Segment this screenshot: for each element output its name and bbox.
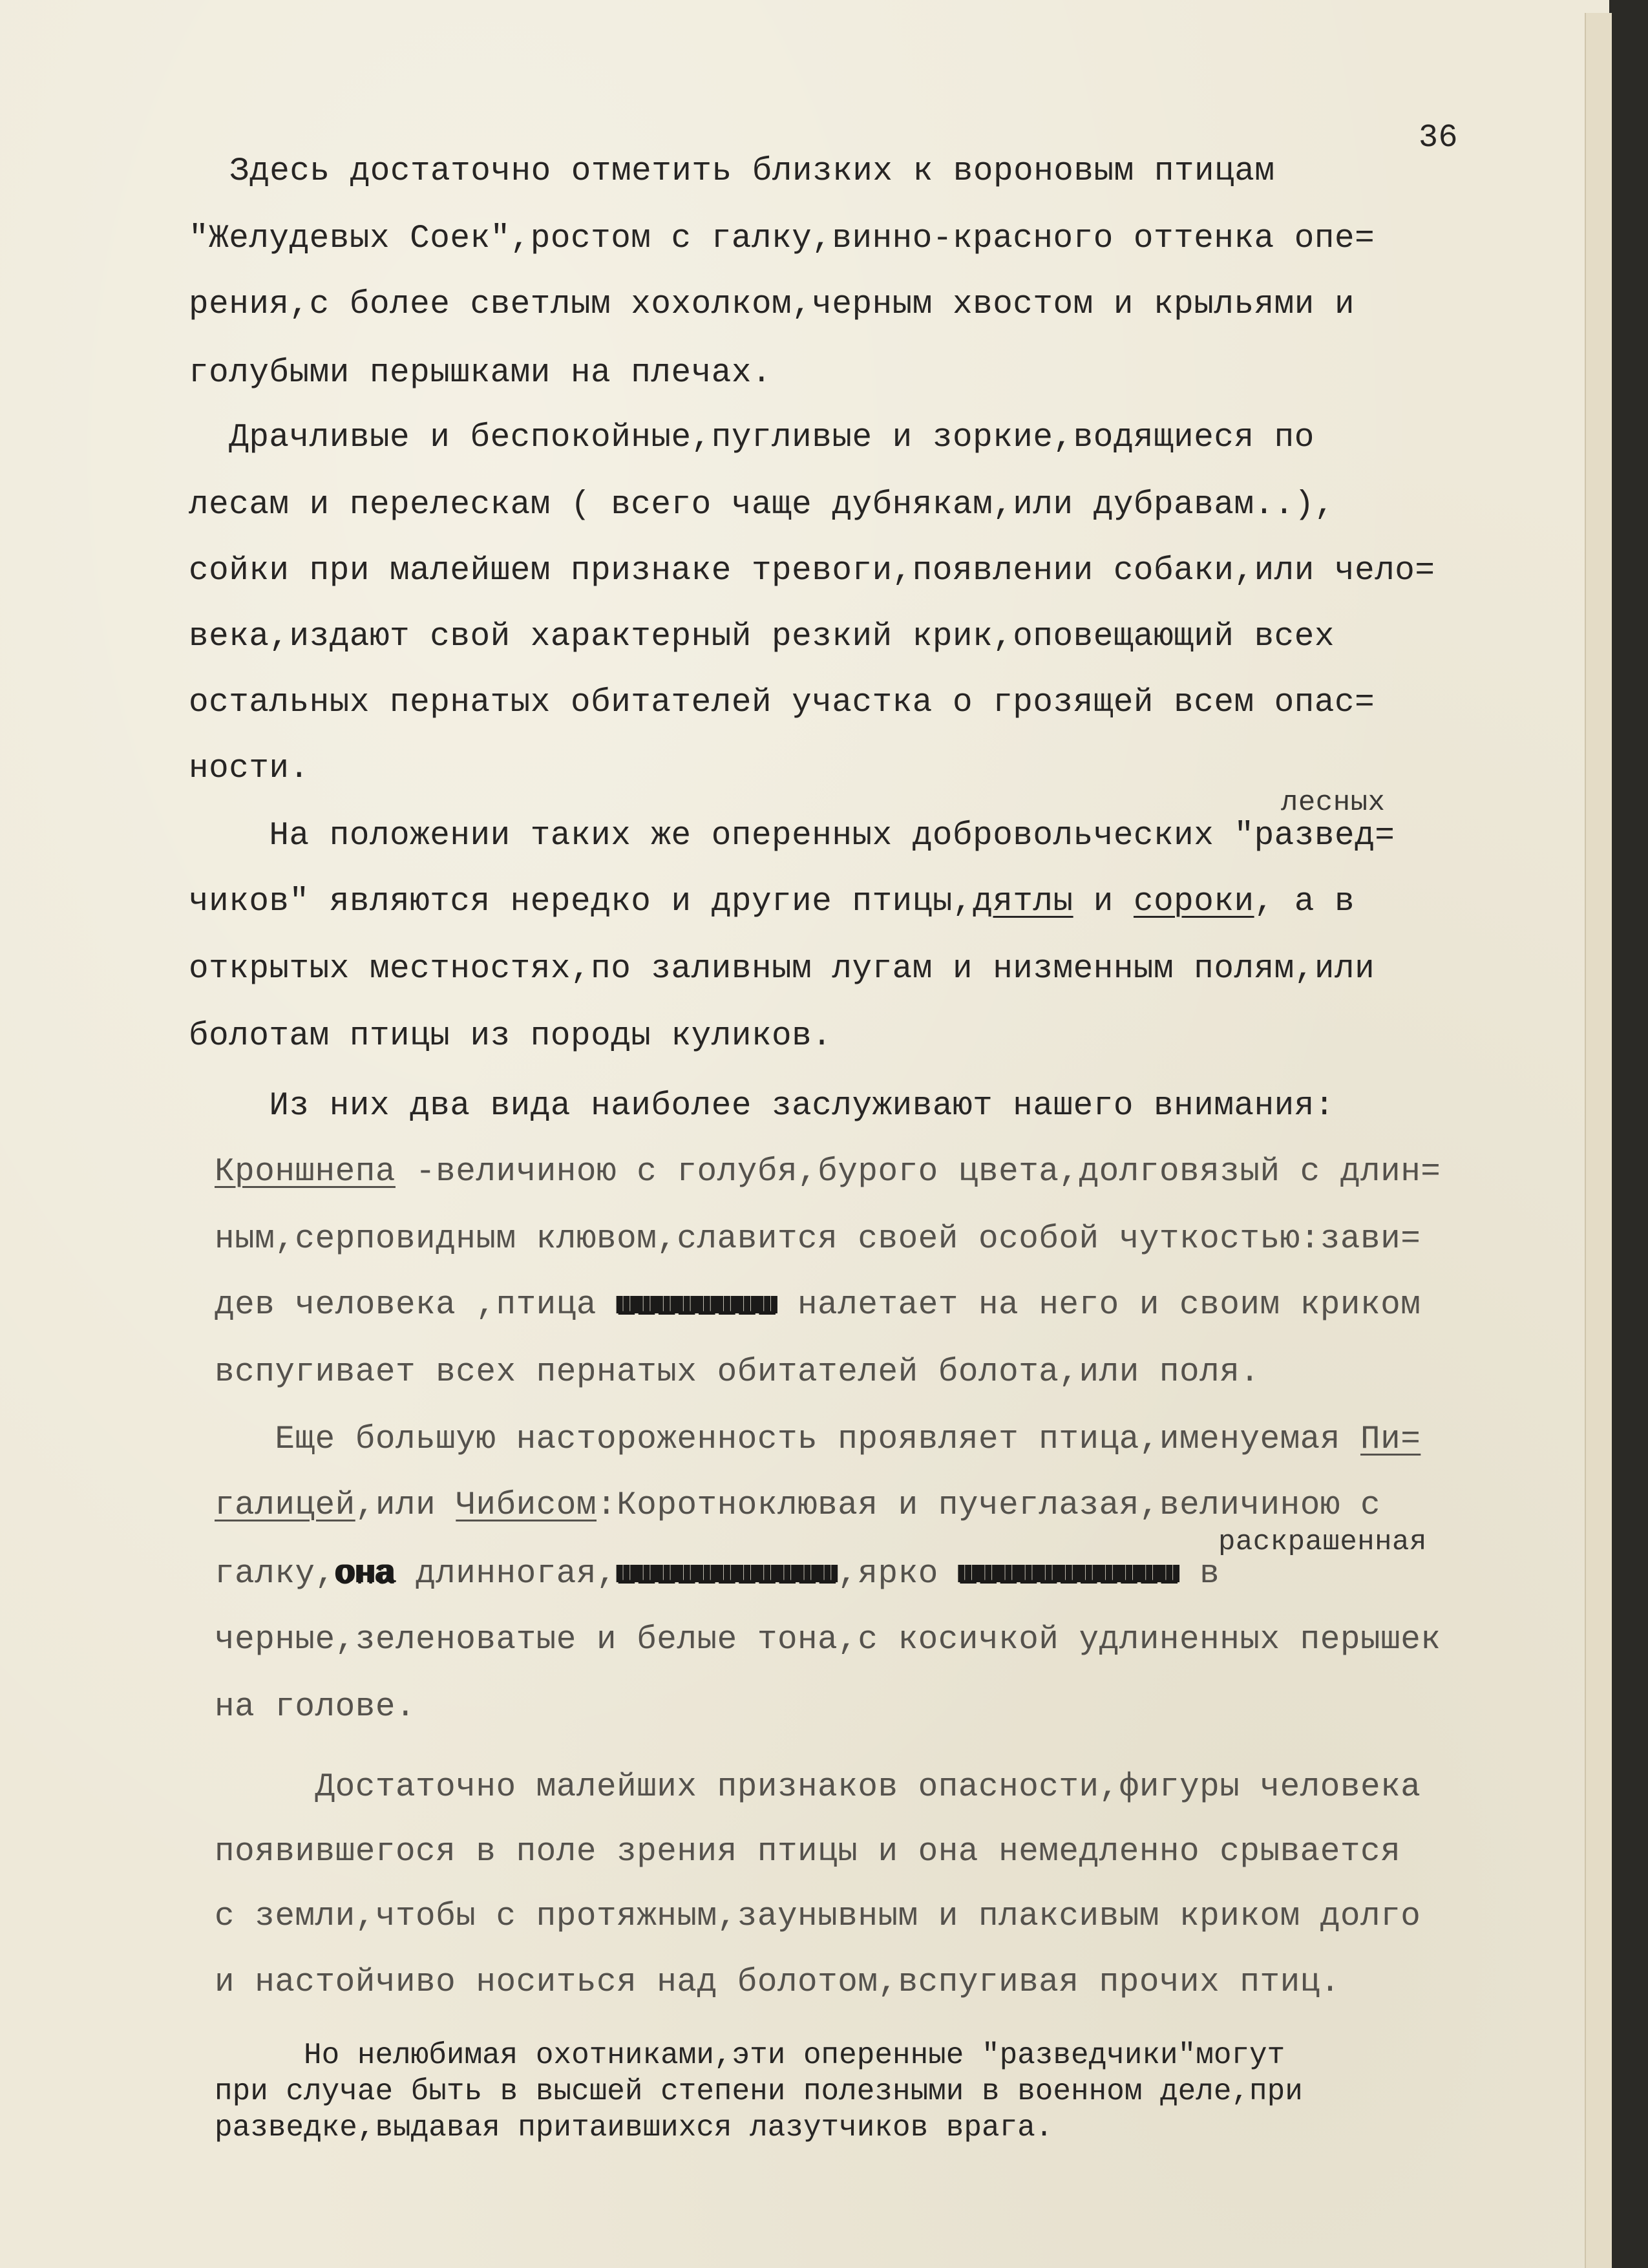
text-line-28: и настойчиво носиться над болотом,вспугивая прочих птиц. (215, 1964, 1340, 2001)
text-line-23: черные,зеленоватые и белые тона,с косичкой удлиненных перышек (215, 1622, 1441, 1659)
text-line-20: Еще большую настороженность проявляет птица,именуемая Пи= (215, 1421, 1421, 1458)
text-line-7: сойки при малейшем признаке тревоги,появлении собаки,или чело= (189, 553, 1435, 589)
text-line-27: с земли,чтобы с протяжным,заунывным и плаксивым криком долго (215, 1898, 1421, 1935)
struck-out-text: она (335, 1556, 396, 1593)
text-line-24: на голове. (215, 1689, 416, 1726)
text-line-22: галку,она длинногая,шшшшшшшшшшш,ярко шшшшшшшшшшш в (215, 1556, 1220, 1593)
text-line-3: рения,с более светлым хохолком,черным хвостом и крыльями и (189, 286, 1355, 323)
text-line-13: открытых местностях,по заливным лугам и низменным полям,или (189, 951, 1375, 988)
text-line-14: болотам птицы из породы куликов. (189, 1018, 832, 1055)
text-line-25: Достаточно малейших признаков опасности,фигуры человека (215, 1769, 1421, 1806)
inserted-word-raskrashennaya: раскрашенная (1218, 1526, 1427, 1558)
text-line-21: галицей,или Чибисом:Коротноклювая и пучеглазая,величиною с (215, 1487, 1381, 1524)
underlined-word: дятлы (973, 884, 1073, 920)
underlined-word: галицей (215, 1487, 355, 1524)
text-line-16: Кроншнепа -величиною с голубя,бурого цвета,долговязый с длин= (215, 1154, 1441, 1191)
struck-out-text: шшшшшшшшшшш (617, 1556, 838, 1593)
text-line-31: разведке,выдавая притаившихся лазутчиков врага. (215, 2111, 1053, 2145)
text-line-11: На положении таких же оперенных добровольческих "развед= (189, 818, 1395, 854)
underlined-word: Чибисом (456, 1487, 597, 1524)
underlined-word: Пи= (1360, 1421, 1421, 1458)
inserted-word-lesnykh: лесных (1281, 787, 1386, 819)
text-line-10: ности. (189, 750, 310, 787)
text-line-18: дев человека ,птица шшшшшшшш налетает на него и своим криком (215, 1287, 1421, 1324)
text-line-4: голубыми перышками на плечах. (189, 355, 772, 392)
paper-edge (1585, 13, 1612, 2268)
text-line-6: лесам и перелескам ( всего чаще дубнякам,или дубравам..), (189, 487, 1335, 524)
struck-out-text: шшшшшшшшшшш (958, 1556, 1180, 1593)
text-line-15: Из них два вида наиболее заслуживают нашего внимания: (189, 1088, 1335, 1125)
text-line-8: века,издают свой характерный резкий крик,оповещающий всех (189, 619, 1335, 655)
text-line-19: вспугивает всех пернатых обитателей болота,или поля. (215, 1354, 1260, 1391)
text-line-5: Драчливые и беспокойные,пугливые и зоркие,водящиеся по (189, 419, 1315, 456)
text-line-17: ным,серповидным клювом,славится своей особой чуткостью:зави= (215, 1221, 1421, 1258)
text-line-26: появившегося в поле зрения птицы и она немедленно срывается (215, 1834, 1401, 1871)
text-line-1: Здесь достаточно отметить близких к вороновым птицам (229, 153, 1275, 190)
text-line-9: остальных пернатых обитателей участка о грозящей всем опас= (189, 684, 1375, 721)
struck-out-text: шшшшшшшш (617, 1287, 777, 1324)
text-line-30: при случае быть в высшей степени полезными в военном деле,при (215, 2075, 1303, 2108)
text-line-12: чиков" являются нередко и другие птицы,дятлы и сороки, а в (189, 884, 1355, 920)
text-line-2: "Желудевых Соек",ростом с галку,винно-красного оттенка опе= (189, 220, 1375, 257)
underlined-word: Кроншнепа (215, 1154, 396, 1191)
page-number: 36 (1419, 120, 1459, 156)
underlined-word: сороки (1133, 884, 1254, 920)
text-line-29: Но нелюбимая охотниками,эти оперенные "разведчики"могут (215, 2039, 1285, 2072)
